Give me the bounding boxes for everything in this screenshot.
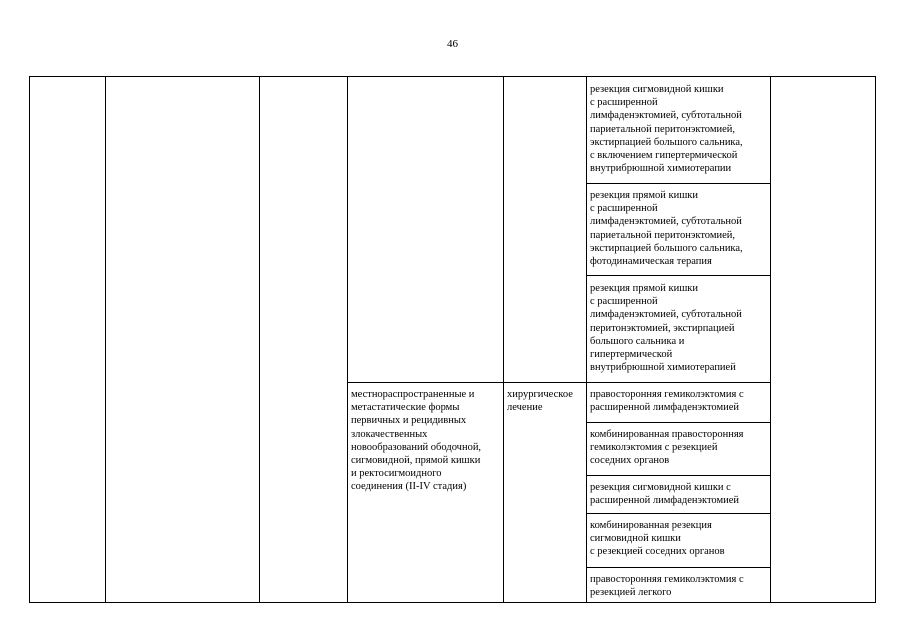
method-cell: резекция прямой кишки с расширенной лимфаденэктомией, субтотальной париетальной перитонэктомией, экстирпацией большого сальника, фотодинамическая терапия xyxy=(590,190,743,268)
treatment-type-cell: хирургическое лечение xyxy=(507,389,573,414)
column-divider xyxy=(347,77,348,602)
page-number: 46 xyxy=(447,38,458,50)
column-divider xyxy=(586,77,587,602)
method-cell: правосторонняя гемиколэктомия с резекцией легкого xyxy=(590,574,744,599)
row-divider xyxy=(586,475,770,476)
row-divider xyxy=(586,513,770,514)
method-cell: резекция прямой кишки с расширенной лимфаденэктомией, субтотальной перитонэктомией, экстирпацией большого сальника и гипертермической внутрибрюшной химиотерапией xyxy=(590,283,742,374)
method-cell: комбинированная резекция сигмовидной кишки с резекцией соседних органов xyxy=(590,520,725,558)
method-cell: резекция сигмовидной кишки с расширенной лимфаденэктомией, субтотальной париетальной перитонэктомией, экстирпацией большого сальника, с включением гипертермической внутрибрюшной химиотерапии xyxy=(590,84,743,175)
column-divider xyxy=(503,77,504,602)
column-divider xyxy=(259,77,260,602)
row-divider xyxy=(586,422,770,423)
document-table xyxy=(29,76,876,603)
method-cell: правосторонняя гемиколэктомия с расширенной лимфаденэктомией xyxy=(590,389,744,414)
row-divider xyxy=(586,567,770,568)
row-divider xyxy=(586,275,770,276)
column-divider xyxy=(105,77,106,602)
column-divider xyxy=(770,77,771,602)
patient-model-cell: местнораспространенные и метастатические формы первичных и рецидивных злокачественных новообразований ободочной, сигмовидной, прямой кишки и ректосигмоидного соединения (II-IV стадия) xyxy=(351,389,482,493)
row-divider xyxy=(586,183,770,184)
row-divider xyxy=(347,382,770,383)
method-cell: комбинированная правосторонняя гемиколэктомия с резекцией соседних органов xyxy=(590,429,744,467)
method-cell: резекция сигмовидной кишки с расширенной лимфаденэктомией xyxy=(590,482,740,507)
